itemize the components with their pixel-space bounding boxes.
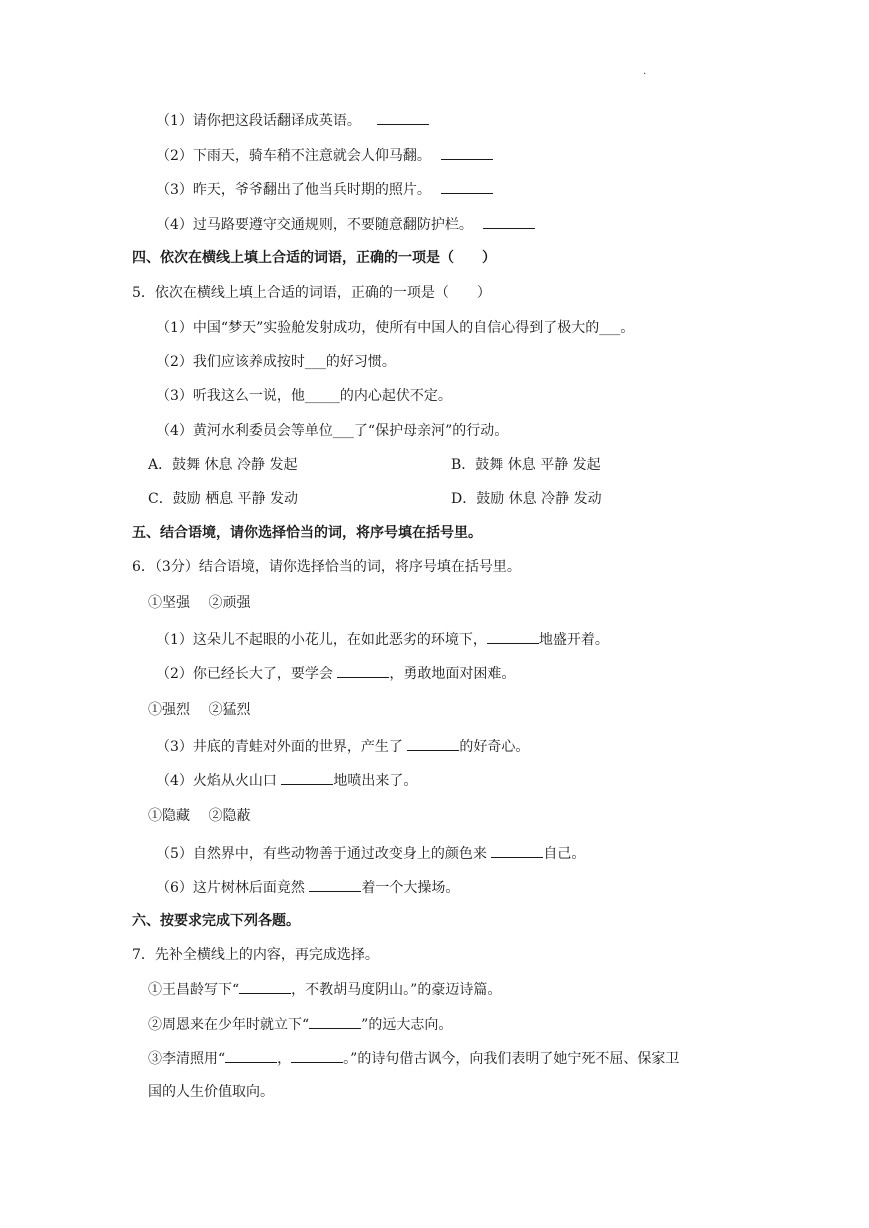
q6-item-3-text-a: （3）井底的青蛙对外面的世界，产生了	[156, 739, 408, 755]
q5-option-d[interactable]: D．鼓励 休息 冷静 发动	[451, 491, 602, 507]
q6-word-group-3: ①隐藏 ②隐蔽	[148, 808, 251, 824]
q6-stem: 6．（3分）结合语境，请你选择恰当的词，将序号填在括号里。	[132, 559, 521, 575]
q5-option-a[interactable]: A．鼓舞 休息 冷静 发起	[148, 457, 298, 473]
q4-item-2	[156, 145, 493, 166]
q7-item-2-text-b: ”的远大志向。	[361, 1017, 453, 1033]
corner-mark: .	[643, 66, 647, 77]
section-6-heading	[132, 911, 300, 931]
answer-blank[interactable]	[225, 1048, 277, 1063]
q6-item-6-text-b: 着一个大操场。	[361, 880, 460, 896]
q4-item-2-text: （2）下雨天，骑车稍不注意就会人仰马翻。	[156, 148, 431, 164]
q6-item-4-text-b: 地喷出来了。	[333, 773, 418, 789]
q7-item-3-continued: 国的人生价值取向。	[148, 1084, 274, 1100]
q6-word-group-1: ①坚强 ②顽强	[148, 595, 251, 611]
q7-item-3-text-c: 。”的诗句借古讽今，向我们表明了她宁死不屈、保家卫	[343, 1051, 680, 1067]
q6-item-1	[156, 629, 609, 650]
section-5-heading	[132, 523, 482, 543]
q6-item-5-text-a: （5）自然界中，有些动物善于通过改变身上的颜色来	[156, 846, 492, 862]
answer-blank[interactable]	[441, 179, 493, 194]
q7-item-1-text-a: ①王昌龄写下“	[148, 982, 240, 998]
q6-item-5-text-b: 自己。	[543, 846, 586, 862]
q7-item-3	[148, 1048, 679, 1069]
q5-item-2: （2）我们应该养成按时___的好习惯。	[156, 354, 396, 370]
q7-item-1	[148, 979, 501, 1000]
section-4-title: 四、依次在横线上填上合适的词语，正确的一项是（ ）	[132, 250, 496, 266]
q4-item-4-text: （4）过马路要遵守交通规则，不要随意翻防护栏。	[156, 217, 473, 233]
q4-item-1	[156, 110, 429, 131]
q6-item-6-text-a: （6）这片树林后面竟然	[156, 880, 310, 896]
q6-item-2	[156, 663, 515, 684]
q6-item-5	[156, 843, 585, 864]
answer-blank[interactable]	[239, 979, 291, 994]
q6-item-3	[156, 736, 529, 757]
answer-blank[interactable]	[309, 1014, 361, 1029]
section-5-title: 五、结合语境，请你选择恰当的词，将序号填在括号里。	[132, 525, 482, 541]
answer-blank[interactable]	[337, 663, 389, 678]
answer-blank[interactable]	[483, 214, 535, 229]
q6-word-group-2: ①强烈 ②猛烈	[148, 702, 251, 718]
q5-item-4: （4）黄河水利委员会等单位___了“保护母亲河”的行动。	[156, 423, 509, 439]
q5-item-1: （1）中国“梦天”实验舱发射成功，使所有中国人的自信心得到了极大的___。	[156, 320, 635, 336]
answer-blank[interactable]	[281, 770, 333, 785]
q7-item-3-text-a: ③李清照用“	[148, 1051, 226, 1067]
q4-item-1-text: （1）请你把这段话翻译成英语。	[156, 113, 361, 129]
answer-blank[interactable]	[487, 629, 539, 644]
answer-blank[interactable]	[407, 736, 459, 751]
q6-item-3-text-b: 的好奇心。	[459, 739, 530, 755]
q7-item-2	[148, 1014, 452, 1035]
q6-item-6	[156, 877, 459, 898]
q6-item-1-text-b: 地盛开着。	[538, 632, 609, 648]
answer-blank[interactable]	[491, 843, 543, 858]
q4-item-3	[156, 179, 493, 200]
answer-blank[interactable]	[377, 110, 429, 125]
q5-option-b[interactable]: B．鼓舞 休息 平静 发起	[451, 457, 601, 473]
q7-item-2-text-a: ②周恩来在少年时就立下“	[148, 1017, 310, 1033]
section-6-title: 六、按要求完成下列各题。	[132, 913, 300, 929]
q5-stem: 5．依次在横线上填上合适的词语，正确的一项是（ ）	[132, 285, 491, 301]
q7-stem: 7．先补全横线上的内容，再完成选择。	[132, 947, 379, 963]
q4-item-3-text: （3）昨天，爷爷翻出了他当兵时期的照片。	[156, 182, 431, 198]
q5-item-3: （3）听我这么一说，他_____的内心起伏不定。	[156, 388, 452, 404]
q6-item-4-text-a: （4）火焰从火山口	[156, 773, 282, 789]
q7-item-3-text-b: ，	[277, 1051, 292, 1067]
q6-item-1-text-a: （1）这朵儿不起眼的小花儿，在如此恶劣的环境下，	[156, 632, 487, 648]
q4-item-4	[156, 214, 535, 235]
q6-item-2-text-b: ，勇敢地面对困难。	[389, 666, 516, 682]
answer-blank[interactable]	[441, 145, 493, 160]
q5-option-c[interactable]: C．鼓励 栖息 平静 发动	[148, 491, 299, 507]
q6-item-4	[156, 770, 417, 791]
section-4-heading	[132, 248, 496, 268]
q6-item-2-text-a: （2）你已经长大了，要学会	[156, 666, 338, 682]
answer-blank[interactable]	[309, 877, 361, 892]
answer-blank[interactable]	[291, 1048, 343, 1063]
q7-item-1-text-b: ，不教胡马度阴山。”的豪迈诗篇。	[291, 982, 502, 998]
